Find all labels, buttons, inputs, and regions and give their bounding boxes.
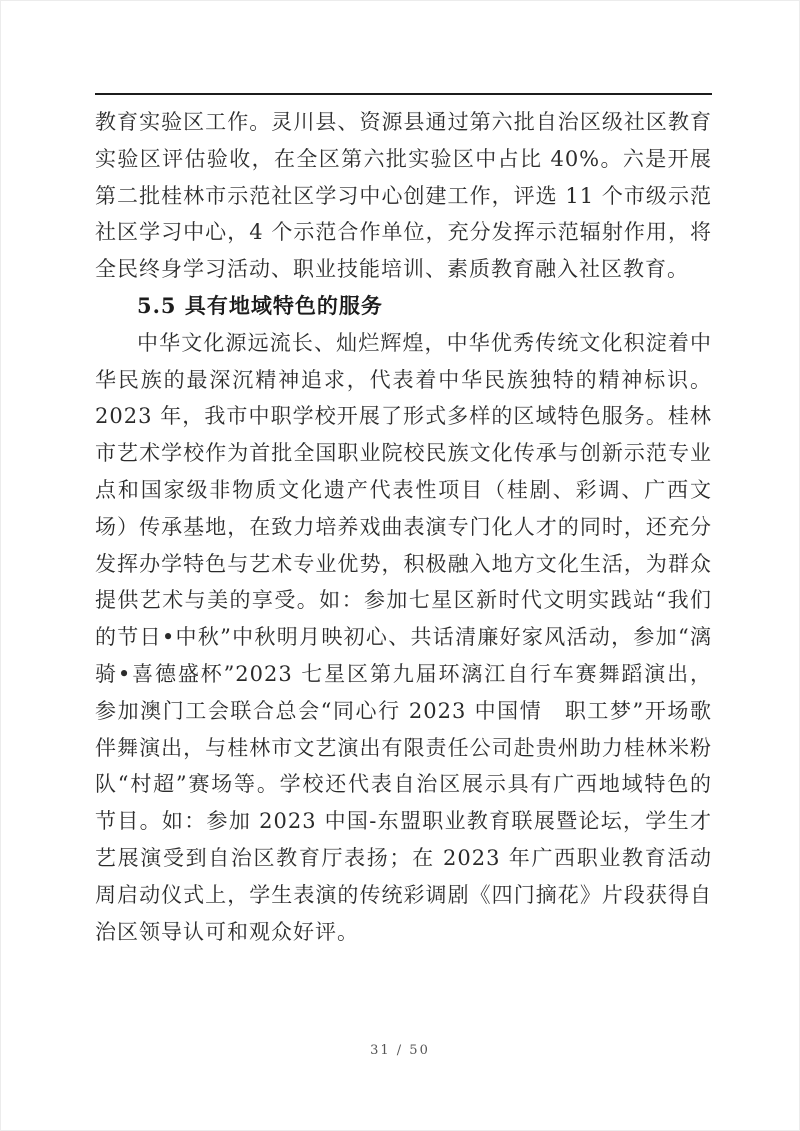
body-paragraph-main: 中华文化源远流长、灿烂辉煌，中华优秀传统文化积淀着中华民族的最深沉精神追求，代表着中华民族独特的精神标识。2023 年，我市中职学校开展了形式多样的区域特色服务。桂林市艺术学校作为首批全国职业院校民族文化传承与创新示范专业点和国家级非物质文化遗产代表性项目（桂剧、彩调、广西文场）传承基地，在致力培养戏曲表演专门化人才的同时，还充分发挥办学特色与艺术专业优势，积极融入地方文化生活，为群众提供艺术与美的享受。如：参加七星区新时代文明实践站“我们的节日•中秋”中秋明月映初心、共话清廉好家风活动，参加“漓骑•喜德盛杯”2023 七星区第九届环漓江自行车赛舞蹈演出，参加澳门工会联合总会“同心行 2023 中国情 职工梦”开场歌伴舞演出，与桂林市文艺演出有限责任公司赴贵州助力桂林米粉队“村超”赛场等。学校还代表自治区展示具有广西地域特色的节目。如：参加 2023 中国-东盟职业教育联展暨论坛，学生才艺展演受到自治区教育厅表扬；在 2023 年广西职业教育活动周启动仪式上，学生表演的传统彩调剧《四门摘花》片段获得自治区领导认可和观众好评。 xyxy=(95,330,712,944)
section-heading: 5.5 具有地域特色的服务 xyxy=(137,292,383,318)
page-number: 31 / 50 xyxy=(370,1043,430,1058)
document-content xyxy=(95,104,712,950)
body-paragraph-continued: 教育实验区工作。灵川县、资源县通过第六批自治区级社区教育实验区评估验收，在全区第六批实验区中占比 40%。六是开展第二批桂林市示范社区学习中心创建工作，评选 11 个市级示范社区学习中心，4 个示范合作单位，充分发挥示范辐射作用，将全民终身学习活动、职业技能培训、素质教育融入社区教育。 xyxy=(95,110,712,282)
header-rule xyxy=(95,93,712,95)
